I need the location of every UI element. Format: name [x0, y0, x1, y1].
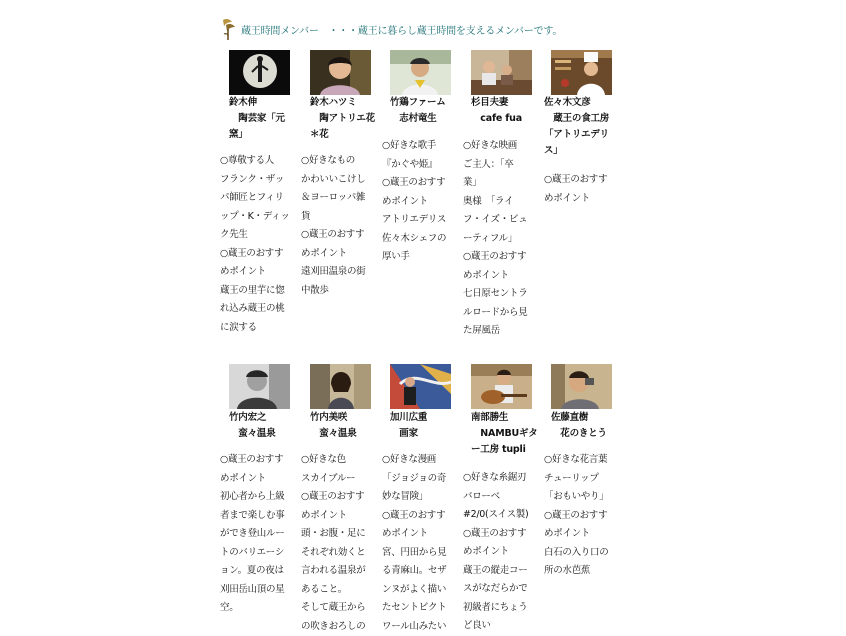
member-desc-takeuchi-misaki: ○好きな色 スカイブルー ○蔵王のおすす めポイント 頭・お腹・足に それぞれ効くと 言われる温泉が あること。 そして蔵王から の吹きおろしの — [301, 454, 366, 632]
member-photo-shimura — [390, 50, 451, 95]
page-title: 蔵王時間メンバー ・・・蔵王に暮らし蔵王時間を支えるメンバーです。 — [241, 25, 563, 37]
member-photo-kagawa — [390, 364, 451, 409]
zao-leaf-logo-icon — [220, 17, 238, 41]
member-photo-takeuchi-hiroyuki — [229, 364, 290, 409]
member-photo-sasaki — [551, 50, 612, 95]
member-name-sasaki: 佐々木文彦 蔵王の食工房 「アトリエデリ ス」 — [544, 97, 610, 156]
member-photo-sato — [551, 364, 612, 409]
member-name-suzuki-shin: 鈴木伸 陶芸家「元 窯」 — [229, 97, 285, 140]
member-name-kagawa: 加川広重 画家 — [390, 412, 428, 439]
member-desc-nambu: ○好きな糸鋸刃 バローベ #2/0(スイス製) ○蔵王のおすす めポイント 蔵王の縦走コー スがなだらかで 初級者にちょう ど良い — [463, 472, 529, 631]
member-desc-sugime: ○好きな映画 ご主人：「卒 業」 奥様 「ライ フ・イズ・ビュ ーティフル」 ○蔵王のおすす めポイント 七日原セントラ ルロードから見 た屏風岳 — [463, 140, 528, 336]
member-photo-suzuki-shin — [229, 50, 290, 95]
member-name-sato: 佐藤直樹 花のきとう — [551, 412, 607, 439]
member-desc-suzuki-shin: ○尊敬する人 フランク・ザッ パ師匠とフィリ ップ・K・ディッ ク先生 ○蔵王のおすす めポイント 蔵王の里芋に惚 れ込み蔵王の桃 に涙する — [220, 155, 290, 333]
member-name-sugime: 杉目夫妻 cafe fua — [471, 97, 522, 124]
member-photo-sugime — [471, 50, 532, 95]
member-desc-takeuchi-hiroyuki: ○蔵王のおすす めポイント 初心者から上級 者まで楽しむ事 ができ登山ルー トのバリエーシ ョン。夏の夜は 刈田岳山頂の星 空。 — [220, 454, 285, 613]
member-name-takeuchi-hiroyuki: 竹内宏之 蛮々温泉 — [229, 412, 276, 439]
member-photo-suzuki-hatsumi — [310, 50, 371, 95]
section-header — [220, 16, 562, 42]
member-desc-suzuki-hatsumi: ○好きなもの かわいいこけし ＆ヨーロッパ雑 貨 ○蔵王のおすす めポイント 遠刈田温泉の街 中散歩 — [301, 155, 366, 296]
member-photo-takeuchi-misaki — [310, 364, 371, 409]
member-desc-sasaki: ○蔵王のおすす めポイント — [544, 174, 608, 204]
member-name-takeuchi-misaki: 竹内美咲 蛮々温泉 — [310, 412, 357, 439]
member-desc-sato: ○好きな花言葉 チューリップ 「おもいやり」 ○蔵王のおすす めポイント 白石の入り口の 所の水芭蕉 — [544, 454, 609, 576]
member-name-suzuki-hatsumi: 鈴木ハツミ 陶アトリエ花 ＊花 — [310, 97, 375, 140]
member-photo-nambu — [471, 364, 532, 409]
member-desc-kagawa: ○好きな漫画 「ジョジョの奇 妙な冒険」 ○蔵王のおすす めポイント 宮、円田から見 る青麻山。セザ ンヌがよく描い たセントビクト ワール山みたい — [382, 454, 447, 632]
member-name-shimura: 竹鶏ファーム 志村竜生 — [390, 97, 446, 124]
member-desc-shimura: ○好きな歌手 『かぐや姫』 ○蔵王のおすす めポイント アトリエデリス 佐々木シェフの 厚い手 — [382, 140, 447, 262]
member-name-nambu: 南部勝生 NAMBUギタ ー工房 tupli — [471, 412, 538, 455]
